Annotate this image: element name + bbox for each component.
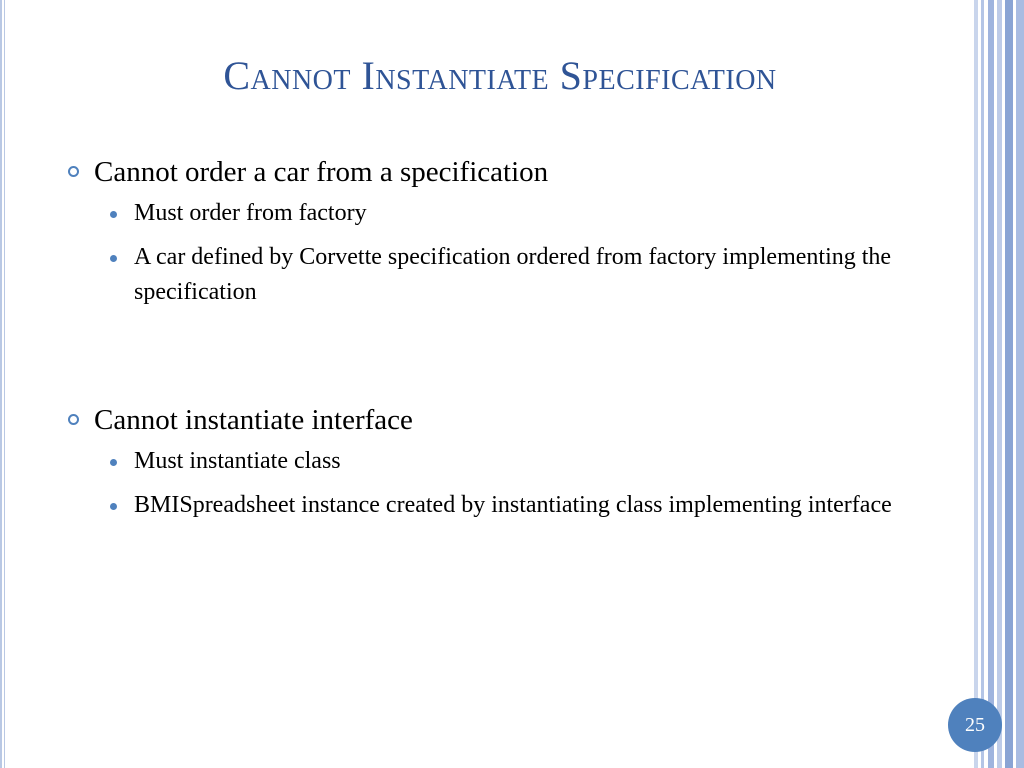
right-stripe-decoration (974, 0, 1024, 768)
level2-bullet-text: BMISpreadsheet instance created by instantiating class implementing interface (134, 492, 892, 518)
level1-bullet (66, 152, 936, 192)
level2-bullet (66, 488, 914, 523)
bullet-section-1 (66, 152, 936, 310)
level2-bullet (66, 196, 914, 231)
level1-bullet-text: Cannot instantiate interface (94, 404, 413, 436)
sub-bullet-list (66, 444, 936, 523)
dot-bullet-icon (110, 459, 117, 466)
dot-bullet-icon (110, 503, 117, 510)
level1-bullet-text: Cannot order a car from a specification (94, 156, 549, 188)
page-number-badge: 25 (948, 698, 1002, 752)
ring-bullet-icon (68, 414, 79, 425)
level2-bullet-text: Must order from factory (134, 200, 367, 226)
level2-bullet-text: Must instantiate class (134, 448, 341, 474)
bullet-section-2 (66, 400, 936, 523)
level2-bullet (66, 240, 914, 310)
sub-bullet-list (66, 196, 936, 310)
dot-bullet-icon (110, 255, 117, 262)
slide-title: Cannot Instantiate Specification (223, 53, 777, 98)
level2-bullet (66, 444, 914, 479)
left-border-decoration (0, 0, 8, 768)
slide-body (66, 152, 936, 532)
dot-bullet-icon (110, 211, 117, 218)
level2-bullet-text: A car defined by Corvette specification ordered from factory implementing the specification (134, 244, 892, 305)
ring-bullet-icon (68, 166, 79, 177)
level1-bullet (66, 400, 936, 440)
